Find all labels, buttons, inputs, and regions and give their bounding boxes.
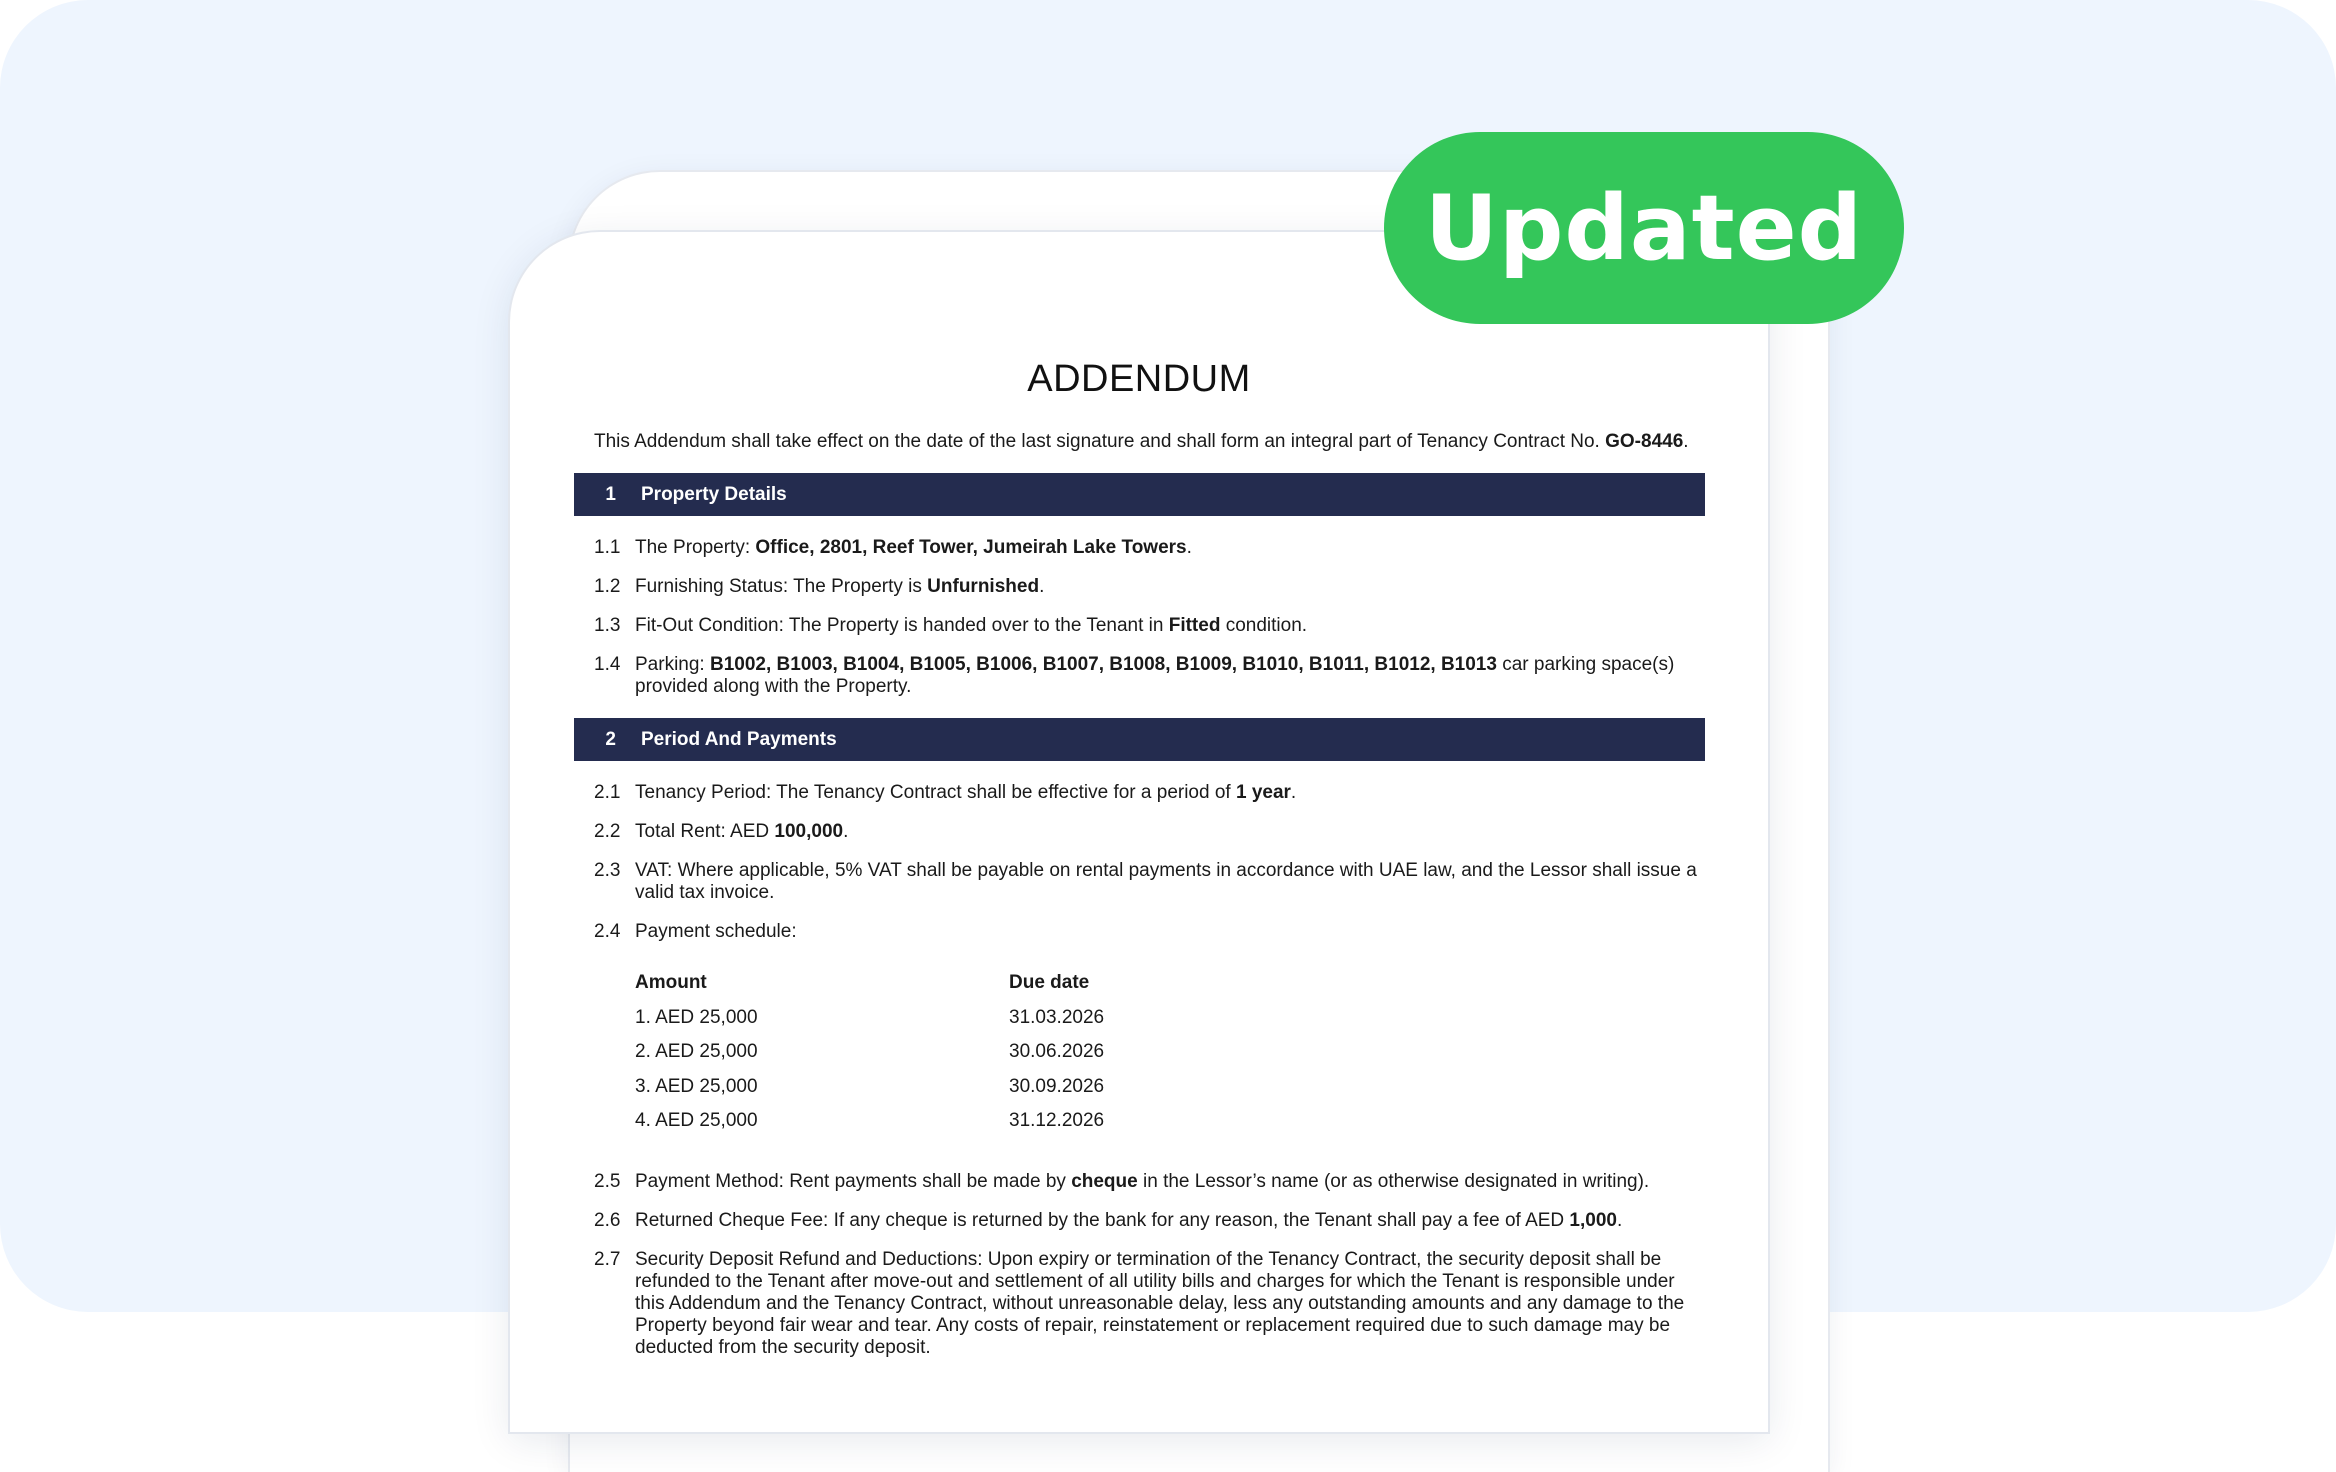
schedule-amount: 2. AED 25,000 [635,1041,758,1062]
updated-badge: Updated [1384,132,1904,324]
section-title: Property Details [641,483,787,505]
clause-2-3 [594,860,1704,904]
schedule-amount: 3. AED 25,000 [635,1076,758,1097]
intro-end: . [1683,431,1689,452]
clause-1-4 [594,654,1704,698]
schedule-header-amount: Amount [635,972,707,993]
intro-text: This Addendum shall take effect on the date of the last signature and shall form an integral part of Tenancy Contract No. [594,431,1606,452]
clause-number: 1.1 [594,537,621,558]
clause-number: 2.2 [594,821,621,842]
clause-number: 2.7 [594,1249,621,1270]
clause-text: Parking: B1002, B1003, B1004, B1005, B1006, B1007, B1008, B1009, B1010, B1011, B1012, B1013 car parking space(s) provided along with the Property. [635,654,1675,697]
schedule-date: 31.12.2026 [1009,1110,1105,1131]
clause-1-1 [594,537,1704,559]
clause-text: The Property: Office, 2801, Reef Tower, Jumeirah Lake Towers. [635,537,1192,558]
clause-text: Fit-Out Condition: The Property is handed over to the Tenant in Fitted condition. [635,615,1308,636]
contract-number: GO-8446 [1605,431,1684,452]
schedule-date: 30.09.2026 [1009,1076,1105,1097]
clause-text: Tenancy Period: The Tenancy Contract shall be effective for a period of 1 year. [635,782,1297,803]
addendum-document [510,232,1768,1432]
clause-2-2 [594,821,1704,843]
document-title: ADDENDUM [1027,358,1251,400]
clause-number: 1.3 [594,615,621,636]
clause-text: Total Rent: AED 100,000. [635,821,849,842]
clause-text: Payment schedule: [635,921,797,942]
clause-text: Returned Cheque Fee: If any cheque is returned by the bank for any reason, the Tenant shall pay a fee of AED 1,000. [635,1210,1623,1231]
schedule-date: 31.03.2026 [1009,1007,1105,1028]
section-header-property-details [574,473,1705,516]
clause-text: VAT: Where applicable, 5% VAT shall be payable on rental payments in accordance with UAE law, and the Lessor shall issue a valid tax invoice. [635,860,1697,903]
clause-number: 1.2 [594,576,621,597]
clause-number: 2.4 [594,921,621,942]
clause-2-4 [594,921,1704,943]
intro-paragraph [594,430,1694,454]
clause-number: 1.4 [594,654,621,675]
schedule-header-due-date: Due date [1009,972,1090,993]
clause-2-7 [594,1249,1704,1359]
clause-text: Furnishing Status: The Property is Unfurnished. [635,576,1045,597]
section-number: 1 [605,483,616,505]
clause-2-6 [594,1210,1704,1232]
clause-2-5 [594,1171,1704,1193]
schedule-amount: 4. AED 25,000 [635,1110,758,1131]
schedule-date: 30.06.2026 [1009,1041,1105,1062]
clause-text: Payment Method: Rent payments shall be made by cheque in the Lessor’s name (or as otherwise designated in writing). [635,1171,1650,1192]
clause-text: Security Deposit Refund and Deductions: Upon expiry or termination of the Tenancy Contract, the security deposit shall be refunded to the Tenant after move-out and settlement of all utility bills and charges for which the Tenant is responsible under this Addendum and the Tenancy Contract, without unreasonable delay, less any outstanding amounts and any damage to the Property beyond fair wear and tear. Any costs of repair, reinstatement or replacement required due to such damage may be deducted from the security deposit. [635,1249,1685,1358]
clause-number: 2.1 [594,782,621,803]
clause-2-1 [594,782,1704,804]
clause-1-2 [594,576,1704,598]
clause-number: 2.6 [594,1210,621,1231]
clause-number: 2.5 [594,1171,621,1192]
clause-1-3 [594,615,1704,637]
section-number: 2 [605,728,616,750]
schedule-amount: 1. AED 25,000 [635,1007,758,1028]
clause-number: 2.3 [594,860,621,881]
section-title: Period And Payments [641,728,837,750]
section-header-period-and-payments [574,718,1705,761]
